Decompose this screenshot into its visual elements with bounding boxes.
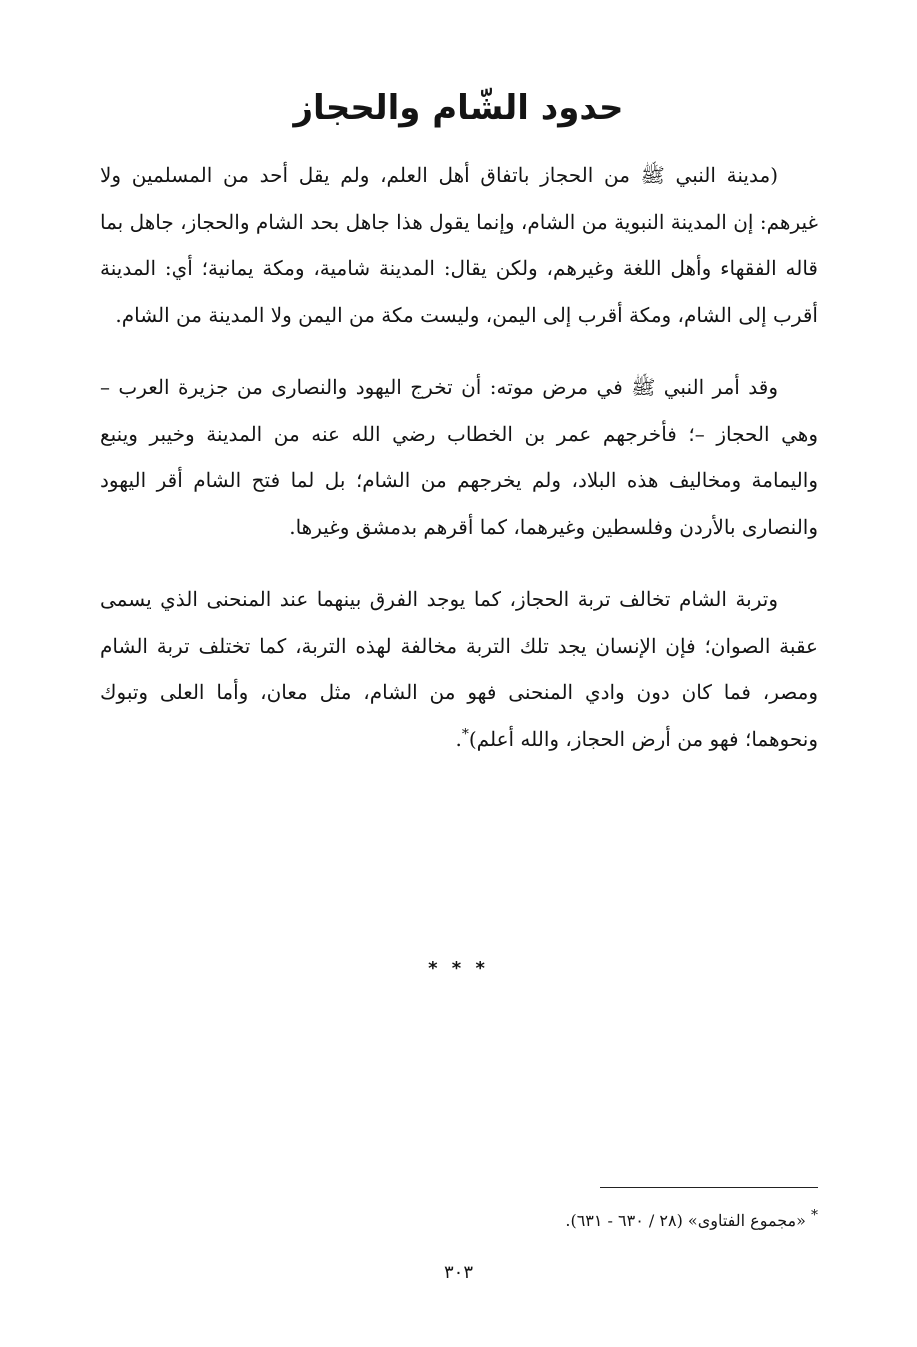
- paragraph-2: وقد أمر النبي ﷺ في مرض موته: أن تخرج اليهود والنصارى من جزيرة العرب – وهي الحجاز –؛ فأخرجهم عمر بن الخطاب رضي الله عنه من المدينة وخيبر وينبع واليمامة ومخاليف هذه البلاد، ولم يخرجهم من الشام؛ بل لما فتح الشام أقر اليهود والنصارى بالأردن وفلسطين وغيرهما، كما أقرهم بدمشق وغيرها.: [100, 375, 818, 539]
- page-number: ٣٠٣: [443, 1262, 473, 1283]
- footnote-marker: *: [811, 1207, 818, 1224]
- paragraph-1: (مدينة النبي ﷺ من الحجاز باتفاق أهل العلم، ولم يقل أحد من المسلمين ولا غيرهم: إن المدينة النبوية من الشام، وإنما يقول هذا جاهل بحد الشام والحجاز، جاهل بما قاله الفقهاء وأهل اللغة وغيرهم، ولكن يقال: المدينة شامية، ومكة يمانية؛ أي: المدينة أقرب إلى الشام، ومكة أقرب إلى اليمن، وليست مكة من اليمن ولا المدينة من الشام.: [100, 163, 818, 327]
- footnote-text: «مجموع الفتاوى» (٢٨ / ٦٣٠ - ٦٣١).: [565, 1211, 806, 1230]
- paragraph-3: [100, 576, 818, 762]
- body-text: [100, 152, 818, 788]
- footnote-divider: [600, 1187, 818, 1188]
- footnote: [300, 1208, 818, 1234]
- page-title: حدود الشّام والحجاز: [293, 88, 624, 128]
- footnote-reference: *: [461, 725, 469, 742]
- paragraph-3-text: وتربة الشام تخالف تربة الحجاز، كما يوجد الفرق بينهما عند المنحنى الذي يسمى عقبة الصوان؛ فإن الإنسان يجد تلك التربة مخالفة لهذه التربة، كما تختلف تربة الشام ومصر، فما كان دون وادي المنحنى فهو من الشام، مثل معان، وأما العلى وتبوك ونحوهما؛ فهو من أرض الحجاز، والله أعلم): [100, 587, 818, 751]
- closing-period: .: [455, 726, 462, 751]
- section-separator: * * *: [428, 958, 489, 979]
